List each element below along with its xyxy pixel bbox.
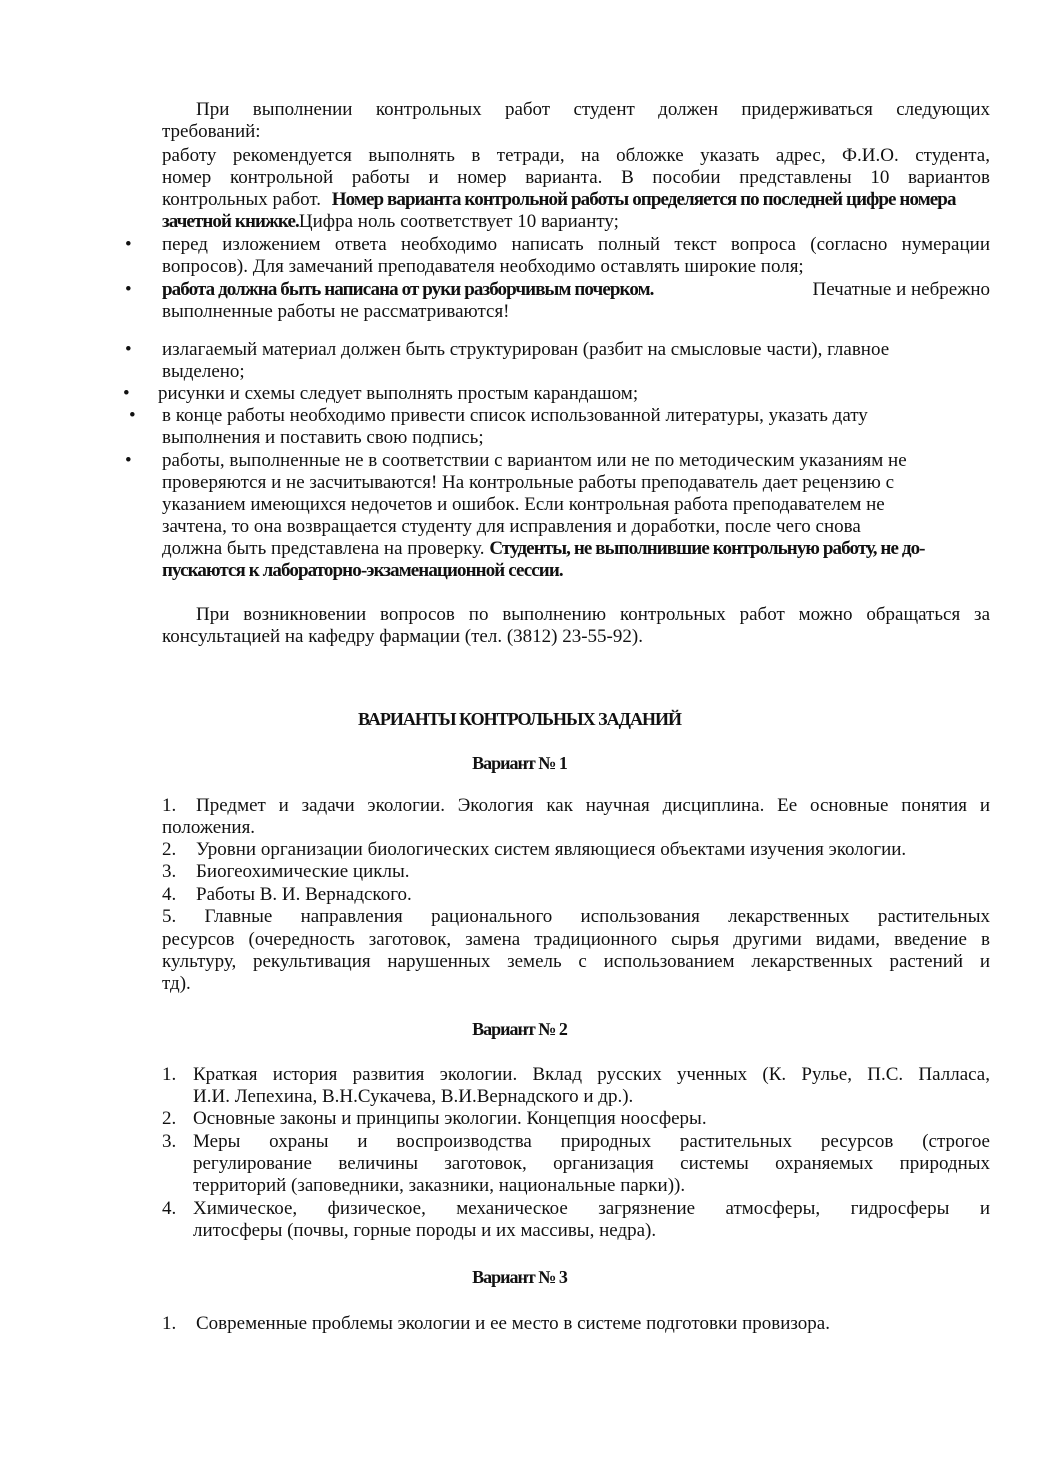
list-item: Современные проблемы экологии и ее место в системе подготовки провизора. — [196, 1313, 830, 1334]
bullet-bold-text: работа должна быть написана от руки разборчивым почерком. — [162, 279, 654, 300]
list-item: И.И. Лепехина, В.Н.Сукачева, В.И.Вернадского и др.). — [193, 1086, 634, 1107]
bullet-bold-text: Студенты, не выполнившие контрольную работу, не до- — [489, 538, 925, 559]
variant-title: Вариант № 2 — [472, 1019, 567, 1039]
intro-text: контрольных работ. — [162, 189, 322, 210]
section-heading: ВАРИАНТЫ КОНТРОЛЬНЫХ ЗАДАНИЙ — [357, 709, 682, 729]
item-number: 1. — [162, 1064, 177, 1085]
bullet-line — [162, 538, 925, 560]
bullet-line: работы, выполненные не в соответствии с вариантом или не по методическим указаниям не — [162, 450, 907, 471]
item-number: 1. — [162, 1313, 177, 1334]
bullet-icon: • — [125, 339, 132, 360]
item-number: 4. — [162, 1198, 177, 1219]
intro-line: При выполнении контрольных работ студент должен придерживаться следующих — [196, 99, 990, 120]
list-item: тд). — [162, 973, 191, 994]
list-item: территорий (заповедники, заказники, национальные парки)). — [193, 1175, 686, 1196]
bullet-text: Печатные и небрежно — [812, 279, 990, 300]
list-item: Предмет и задачи экологии. Экология как научная дисциплина. Ее основные понятия и — [196, 795, 990, 816]
bullet-line: вопросов). Для замечаний преподавателя необходимо оставлять широкие поля; — [162, 256, 804, 277]
item-number: 3. — [162, 861, 177, 882]
intro-line: требований: — [162, 121, 261, 142]
intro-line — [162, 211, 619, 233]
list-item: Основные законы и принципы экологии. Концепция ноосферы. — [193, 1108, 707, 1129]
list-item: положения. — [162, 817, 256, 838]
list-item: 5. Главные направления рационального использования лекарственных растительных — [162, 906, 990, 927]
contact-line: При возникновении вопросов по выполнению контрольных работ можно обращаться за — [196, 604, 990, 625]
list-item: Работы В. И. Вернадского. — [196, 884, 412, 905]
bullet-line: выполненные работы не рассматриваются! — [162, 301, 510, 322]
bullet-line: выделено; — [162, 361, 245, 382]
list-item: Биогеохимические циклы. — [196, 861, 410, 882]
intro-line: работу рекомендуется выполнять в тетради, на обложке указать адрес, Ф.И.О. студента, — [162, 145, 990, 166]
bullet-line: выполнения и поставить свою подпись; — [162, 427, 484, 448]
variant-title: Вариант № 3 — [472, 1267, 567, 1287]
bullet-icon: • — [129, 405, 136, 426]
bullet-icon: • — [125, 450, 132, 471]
intro-line: номер контрольной работы и номер варианта. В пособии представлены 10 вариантов — [162, 167, 990, 188]
list-item: Краткая история развития экологии. Вклад русских ученных (К. Рулье, П.С. Палласа, — [193, 1064, 990, 1085]
list-item: ресурсов (очередность заготовок, замена традиционного сырья другими видами, введение в — [162, 929, 990, 950]
item-number: 4. — [162, 884, 177, 905]
bullet-line: проверяются и не засчитываются! На контрольные работы преподаватель дает рецензию с — [162, 472, 895, 493]
item-number: 2. — [162, 839, 177, 860]
intro-text: Цифра ноль соответствует 10 варианту; — [298, 211, 619, 232]
item-number: 2. — [162, 1108, 177, 1129]
list-item: Уровни организации биологических систем являющиеся объектами изучения экологии. — [196, 839, 907, 860]
item-number: 3. — [162, 1131, 177, 1152]
list-item: Химическое, физическое, механическое загрязнение атмосферы, гидросферы и — [193, 1198, 990, 1219]
intro-line — [162, 189, 956, 211]
bullet-line: излагаемый материал должен быть структурирован (разбит на смысловые части), главное — [162, 339, 890, 360]
bullet-icon: • — [123, 383, 130, 404]
list-item: Меры охраны и воспроизводства природных растительных ресурсов (строгое — [193, 1131, 990, 1152]
bullet-line — [162, 279, 990, 301]
bullet-line: зачтена, то она возвращается студенту для исправления и доработки, после чего снова — [162, 516, 861, 537]
bullet-icon: • — [125, 279, 132, 300]
list-item: литосферы (почвы, горные породы и их массивы, недра). — [193, 1220, 657, 1241]
list-item: культуру, рекультивация нарушенных земель с использованием лекарственных растений и — [162, 951, 990, 972]
bullet-icon: • — [125, 234, 132, 255]
bullet-line: в конце работы необходимо привести список использованной литературы, указать дату — [162, 405, 868, 426]
intro-bold-text: Номер варианта контрольной работы определяется по последней цифре номера — [331, 189, 956, 210]
variant-title: Вариант № 1 — [472, 753, 567, 773]
contact-line: консультацией на кафедру фармации (тел. (3812) 23-55-92). — [162, 626, 643, 647]
bullet-line: пускаются к лабораторно-экзаменационной сессии. — [162, 560, 563, 581]
bullet-line: рисунки и схемы следует выполнять простым карандашом; — [158, 383, 639, 404]
list-item: регулирование величины заготовок, организация системы охраняемых природных — [193, 1153, 990, 1174]
intro-bold-text: зачетной книжке. — [162, 211, 299, 232]
bullet-line: перед изложением ответа необходимо написать полный текст вопроса (согласно нумерации — [162, 234, 990, 255]
item-number: 1. — [162, 795, 177, 816]
bullet-text: должна быть представлена на проверку. — [162, 538, 485, 559]
bullet-line: указанием имеющихся недочетов и ошибок. Если контрольная работа преподавателем не — [162, 494, 885, 515]
